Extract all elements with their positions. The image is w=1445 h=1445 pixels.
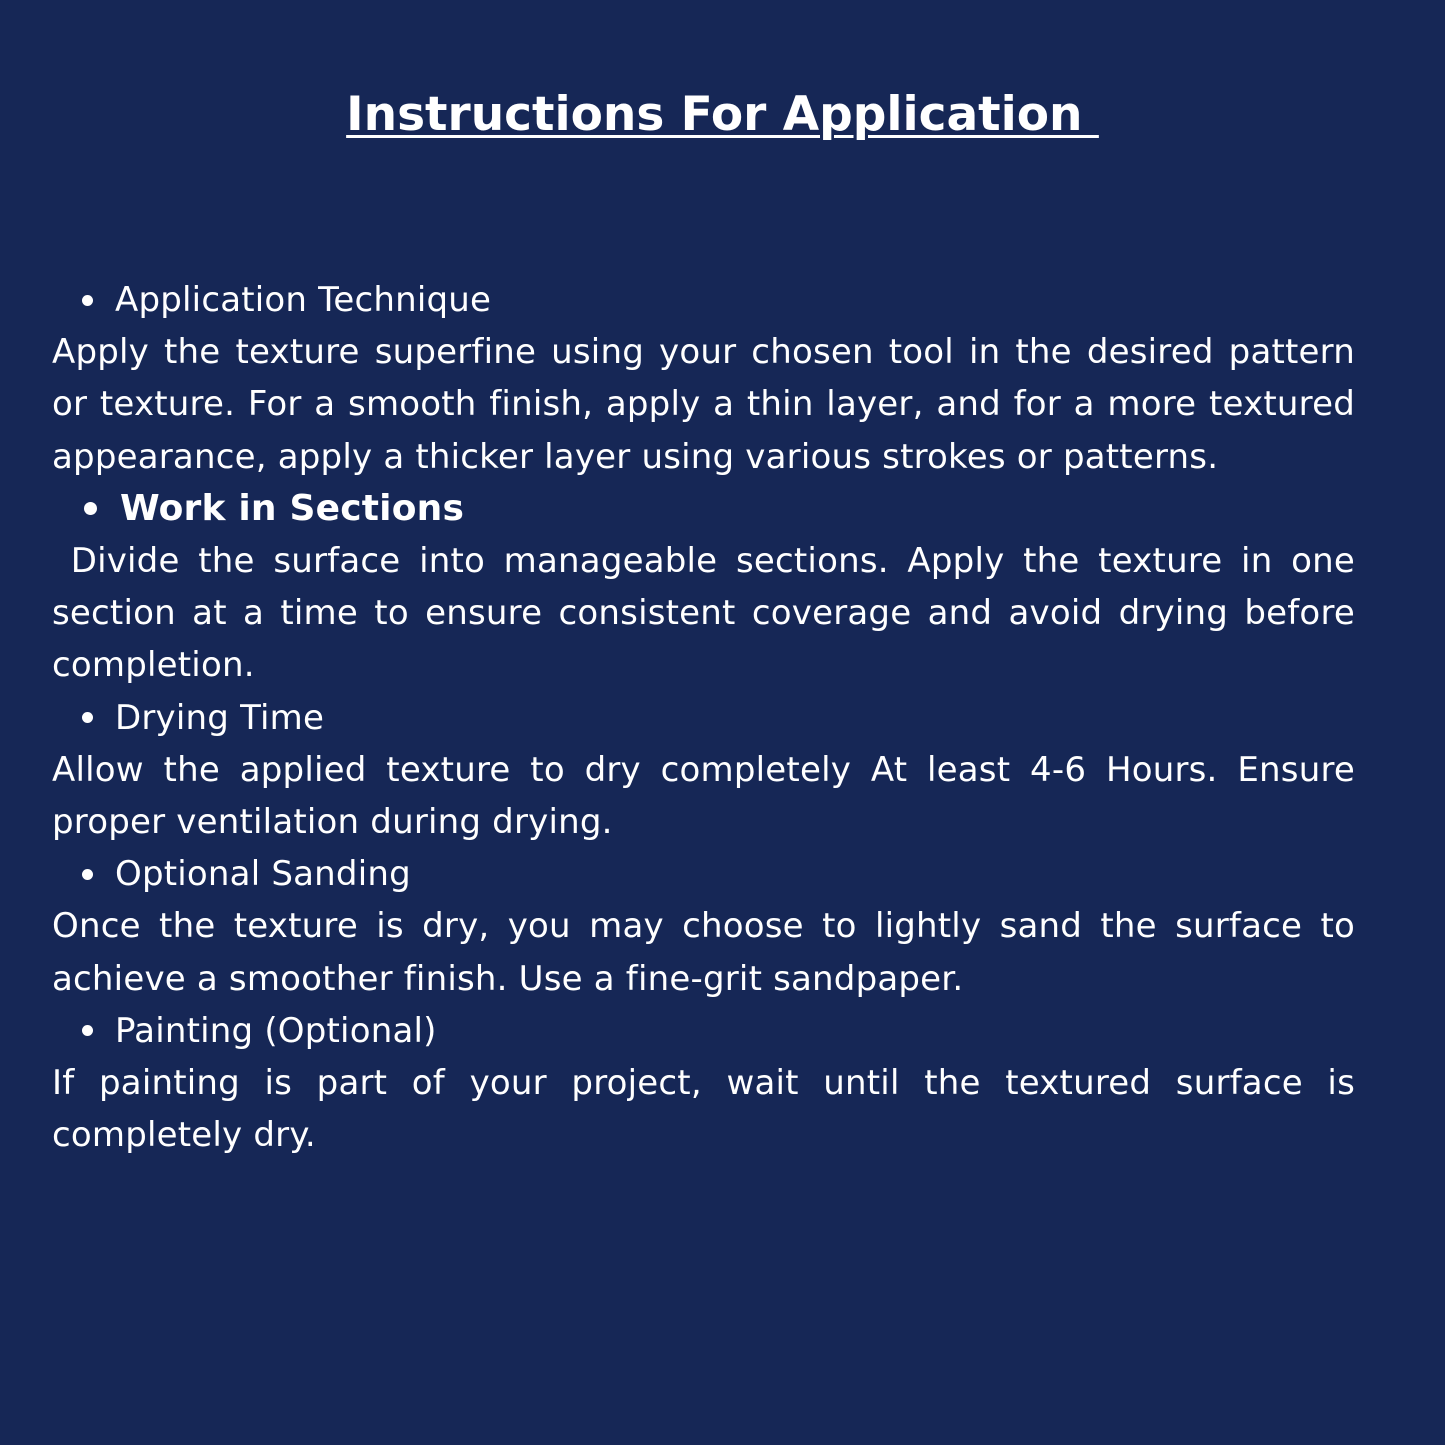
page-title: Instructions For Application xyxy=(346,87,1099,142)
heading-text: Application Technique xyxy=(115,280,492,320)
heading-text: Work in Sections xyxy=(120,487,465,529)
instructions-list xyxy=(52,274,1367,1162)
section-body-optional-sanding: Once the texture is dry, you may choose to lightly sand the surface to achieve a smoother finish. Use a fine-grit sandpaper. xyxy=(52,906,1367,999)
section-heading-work-in-sections xyxy=(52,483,1355,535)
heading-text: Painting (Optional) xyxy=(115,1010,437,1051)
section-heading-drying-time xyxy=(52,692,1355,744)
section-heading-painting-optional xyxy=(52,1005,1355,1057)
section-heading-application-technique xyxy=(52,274,1355,326)
section-body-application-technique: Apply the texture superfine using your chosen tool in the desired pattern or texture. For a smooth finish, apply a thin layer, and for a more textured appearance, apply a thicker layer using various strokes or patterns. xyxy=(52,332,1367,477)
bullet-icon xyxy=(82,1025,93,1036)
section-body-drying-time: Allow the applied texture to dry completely At least 4-6 Hours. Ensure proper ventilation during drying. xyxy=(52,749,1367,843)
bullet-icon xyxy=(82,869,93,880)
heading-text: Optional Sanding xyxy=(115,854,411,895)
bullet-icon xyxy=(82,712,93,723)
heading-text: Drying Time xyxy=(115,697,325,738)
bullet-icon xyxy=(82,295,93,306)
section-body-work-in-sections: Divide the surface into manageable sections. Apply the texture in one section at a time to ensure consistent coverage and avoid drying before completion. xyxy=(52,540,1367,686)
section-body-painting-optional: If painting is part of your project, wait until the textured surface is completely dry. xyxy=(52,1062,1367,1156)
section-heading-optional-sanding xyxy=(52,848,1355,900)
bullet-icon xyxy=(84,502,97,515)
